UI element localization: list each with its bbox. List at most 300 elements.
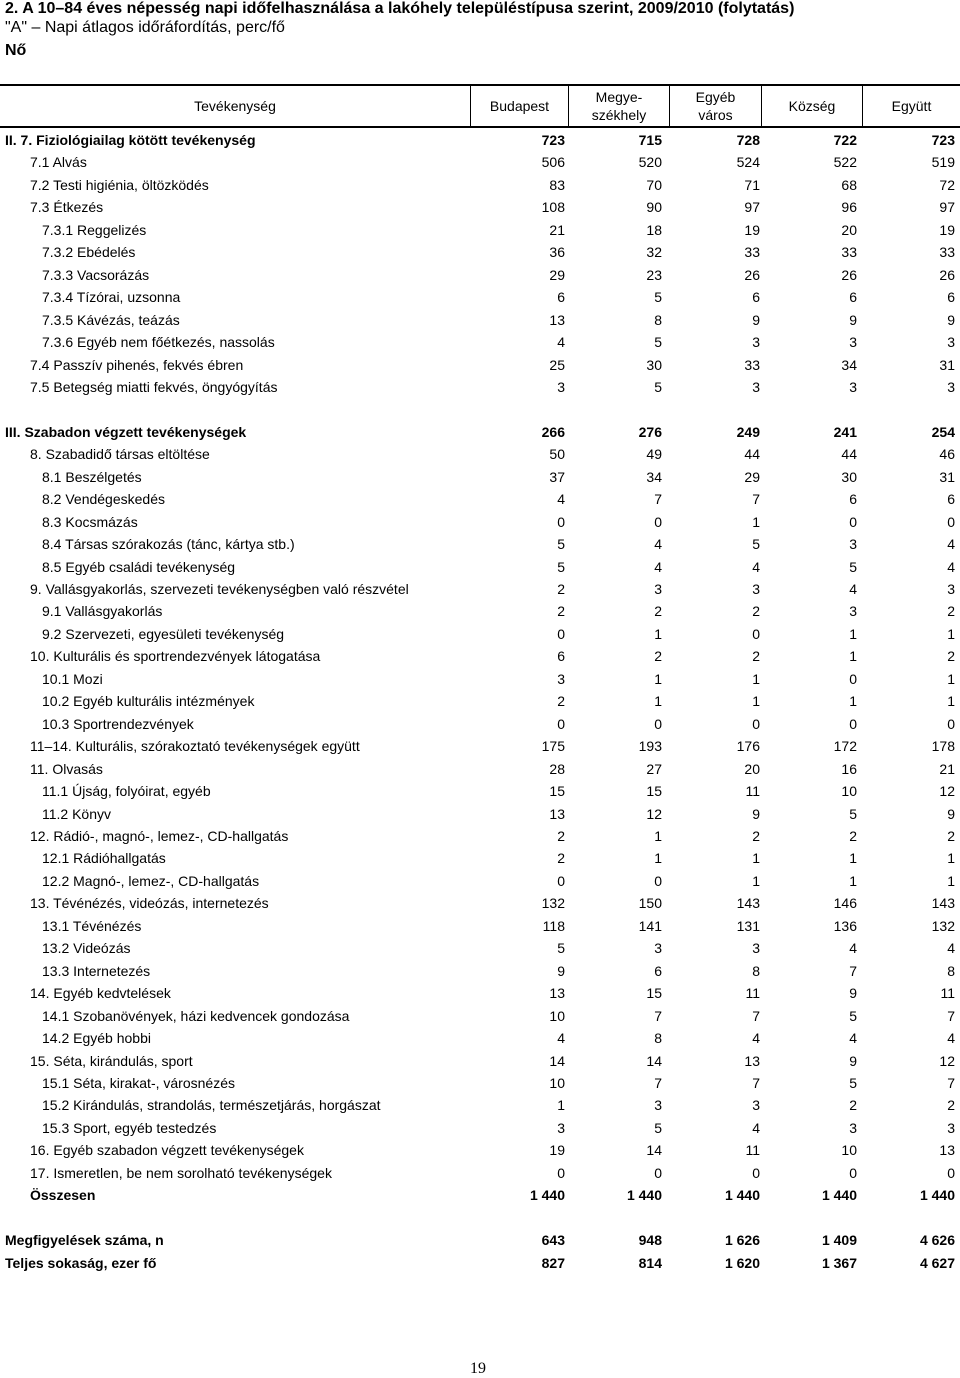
row-value: 2 xyxy=(654,603,662,620)
table-row xyxy=(0,960,960,982)
row-value: 1 xyxy=(654,693,662,710)
row-value: 2 xyxy=(654,648,662,665)
row-value: 11 xyxy=(745,783,760,800)
row-value: 4 xyxy=(557,1030,565,1046)
row-value: 50 xyxy=(549,446,565,463)
row-value: 0 xyxy=(654,513,662,530)
row-value: 1 620 xyxy=(724,1254,760,1271)
row-value: 34 xyxy=(646,468,662,485)
row-label: 8.2 Vendégeskedés xyxy=(42,491,165,508)
row-value: 1 xyxy=(654,850,662,867)
row-value: 2 xyxy=(752,828,760,844)
table-sex-label: Nő xyxy=(5,42,27,59)
row-value: 49 xyxy=(646,446,662,463)
row-value: 948 xyxy=(638,1232,662,1249)
row-value: 20 xyxy=(841,221,857,238)
row-value: 71 xyxy=(744,176,760,193)
row-value: 146 xyxy=(833,895,857,912)
row-value: 16 xyxy=(841,760,857,777)
row-value: 3 xyxy=(752,940,760,957)
row-label: 8.4 Társas szórakozás (tánc, kártya stb.) xyxy=(42,536,295,553)
row-value: 1 367 xyxy=(821,1254,857,1271)
row-value: 178 xyxy=(931,738,955,755)
table-row xyxy=(0,533,960,555)
row-label: 13.1 Tévénézés xyxy=(42,917,142,934)
row-value: 3 xyxy=(849,536,857,553)
row-value: 2 xyxy=(752,648,760,665)
row-value: 37 xyxy=(549,468,565,485)
row-value: 132 xyxy=(541,895,565,912)
row-value: 6 xyxy=(557,289,565,306)
row-value: 1 xyxy=(752,693,760,710)
row-value: 2 xyxy=(557,693,565,710)
row-value: 0 xyxy=(557,715,565,732)
row-value: 814 xyxy=(638,1254,662,1271)
row-value: 30 xyxy=(841,468,857,485)
row-value: 3 xyxy=(849,378,857,395)
row-value: 0 xyxy=(557,513,565,530)
row-value: 10 xyxy=(841,783,857,800)
row-value: 32 xyxy=(646,244,662,261)
row-label: 10.3 Sportrendezvények xyxy=(42,715,194,732)
row-value: 1 440 xyxy=(724,1187,760,1204)
row-value: 266 xyxy=(541,423,565,440)
row-value: 4 xyxy=(947,536,955,553)
row-value: 26 xyxy=(841,266,857,283)
table-subtitle: "A" – Napi átlagos időráfordítás, perc/fő xyxy=(5,19,285,36)
row-value: 1 xyxy=(654,625,662,642)
row-value: 4 xyxy=(557,334,565,350)
row-value: 68 xyxy=(841,176,857,193)
table-row xyxy=(0,1072,960,1094)
row-value: 5 xyxy=(557,940,565,957)
row-value: 1 xyxy=(557,1097,565,1114)
row-label: 7.3.5 Kávézás, teázás xyxy=(42,311,180,328)
row-value: 3 xyxy=(947,581,955,597)
row-label: 10.1 Mozi xyxy=(42,670,103,687)
table-title: 2. A 10–84 éves népesség napi időfelhasználása a lakóhely településtípusa szerint, 2009/2010 (folytatás) xyxy=(5,0,795,17)
row-value: 21 xyxy=(939,760,955,777)
row-value: 13 xyxy=(549,805,565,822)
table-row xyxy=(0,1229,960,1251)
row-value: 1 xyxy=(752,513,760,530)
row-value: 97 xyxy=(939,199,955,216)
row-label: II. 7. Fiziológiailag kötött tevékenység xyxy=(5,132,256,148)
row-label: 15.3 Sport, egyéb testedzés xyxy=(42,1119,217,1136)
row-value: 1 xyxy=(849,872,857,889)
row-value: 1 xyxy=(849,850,857,867)
table-row xyxy=(0,780,960,802)
row-value: 36 xyxy=(549,244,565,261)
row-value: 0 xyxy=(849,1164,857,1181)
row-value: 9 xyxy=(947,805,955,822)
row-value: 29 xyxy=(744,468,760,485)
row-value: 30 xyxy=(646,356,662,373)
row-value: 0 xyxy=(947,715,955,732)
row-value: 1 xyxy=(947,693,955,710)
row-value: 4 xyxy=(654,536,662,553)
row-label: 11.1 Újság, folyóirat, egyéb xyxy=(42,783,211,800)
row-value: 1 xyxy=(752,872,760,889)
table-row xyxy=(0,870,960,892)
row-value: 723 xyxy=(931,132,955,148)
row-value: 3 xyxy=(947,378,955,395)
row-value: 2 xyxy=(849,1097,857,1114)
row-value: 14 xyxy=(549,1052,565,1069)
row-value: 9 xyxy=(849,311,857,328)
table-row xyxy=(0,982,960,1004)
table-row xyxy=(0,331,960,353)
row-value: 2 xyxy=(557,603,565,620)
row-value: 10 xyxy=(549,1074,565,1091)
page-number: 19 xyxy=(470,1360,486,1377)
row-value: 2 xyxy=(557,581,565,597)
table-row xyxy=(0,421,960,443)
row-label: 11.2 Könyv xyxy=(42,805,112,822)
row-value: 241 xyxy=(833,423,857,440)
row-value: 2 xyxy=(557,850,565,867)
row-value: 11 xyxy=(745,1142,760,1159)
row-value: 722 xyxy=(833,132,857,148)
row-value: 1 xyxy=(654,670,662,687)
row-value: 0 xyxy=(557,872,565,889)
table-row xyxy=(0,129,960,151)
row-label: 7.3.2 Ebédelés xyxy=(42,244,136,261)
row-value: 31 xyxy=(939,356,955,373)
row-value: 8 xyxy=(654,1030,662,1046)
row-value: 11 xyxy=(745,985,760,1002)
row-value: 9 xyxy=(849,985,857,1002)
row-value: 19 xyxy=(744,221,760,238)
row-value: 254 xyxy=(931,423,955,440)
row-value: 33 xyxy=(939,244,955,261)
row-value: 175 xyxy=(541,738,565,755)
row-label: 15.1 Séta, kirakat-, városnézés xyxy=(42,1074,235,1091)
header-egyutt: Együtt xyxy=(891,98,932,114)
row-value: 0 xyxy=(654,1164,662,1181)
row-value: 26 xyxy=(744,266,760,283)
row-value: 33 xyxy=(744,244,760,261)
row-value: 8 xyxy=(752,962,760,979)
row-value: 6 xyxy=(752,289,760,306)
row-label: 9. Vallásgyakorlás, szervezeti tevékenységben való részvétel xyxy=(30,581,409,597)
table-row xyxy=(0,1252,960,1274)
row-value: 6 xyxy=(654,962,662,979)
row-value: 4 xyxy=(752,1030,760,1046)
header-megyeszekhely: Megye- székhely xyxy=(591,89,647,123)
row-value: 97 xyxy=(744,199,760,216)
row-value: 5 xyxy=(752,536,760,553)
row-value: 27 xyxy=(646,760,662,777)
row-label: 13.2 Videózás xyxy=(42,940,131,957)
row-value: 3 xyxy=(557,1119,565,1136)
row-value: 3 xyxy=(947,334,955,350)
row-label: 12. Rádió-, magnó-, lemez-, CD-hallgatás xyxy=(30,828,289,844)
row-value: 131 xyxy=(736,917,760,934)
row-value: 3 xyxy=(557,670,565,687)
row-value: 33 xyxy=(841,244,857,261)
row-value: 276 xyxy=(638,423,662,440)
table-row xyxy=(0,645,960,667)
row-value: 90 xyxy=(646,199,662,216)
row-value: 10 xyxy=(549,1007,565,1024)
row-value: 5 xyxy=(557,536,565,553)
table-row xyxy=(0,1162,960,1184)
row-value: 4 xyxy=(557,491,565,508)
table-row xyxy=(0,219,960,241)
row-value: 10 xyxy=(841,1142,857,1159)
row-value: 2 xyxy=(947,648,955,665)
table-header xyxy=(0,84,960,128)
row-value: 2 xyxy=(947,828,955,844)
row-value: 2 xyxy=(849,828,857,844)
row-value: 519 xyxy=(931,154,955,171)
row-value: 0 xyxy=(752,625,760,642)
row-value: 4 xyxy=(654,558,662,575)
table-row xyxy=(0,600,960,622)
row-value: 1 440 xyxy=(919,1187,955,1204)
row-value: 11 xyxy=(940,985,955,1002)
table-row xyxy=(0,241,960,263)
row-value: 3 xyxy=(752,581,760,597)
row-value: 728 xyxy=(736,132,760,148)
table-row xyxy=(0,196,960,218)
row-label: 14.1 Szobanövények, házi kedvencek gondozása xyxy=(42,1007,350,1024)
row-value: 1 440 xyxy=(821,1187,857,1204)
row-value: 6 xyxy=(947,289,955,306)
row-value: 0 xyxy=(557,1164,565,1181)
table-row xyxy=(0,847,960,869)
row-label: III. Szabadon végzett tevékenységek xyxy=(5,423,247,440)
row-value: 3 xyxy=(557,378,565,395)
row-value: 1 xyxy=(947,850,955,867)
row-value: 25 xyxy=(549,356,565,373)
row-value: 4 xyxy=(947,1030,955,1046)
row-value: 3 xyxy=(849,334,857,350)
row-value: 0 xyxy=(849,670,857,687)
row-value: 21 xyxy=(549,221,565,238)
row-value: 6 xyxy=(557,648,565,665)
row-value: 3 xyxy=(654,1097,662,1114)
row-label: 16. Egyéb szabadon végzett tevékenységek xyxy=(30,1142,304,1159)
row-value: 96 xyxy=(841,199,857,216)
row-value: 0 xyxy=(557,625,565,642)
row-value: 5 xyxy=(557,558,565,575)
table-row xyxy=(0,825,960,847)
row-value: 4 xyxy=(947,558,955,575)
header-kozseg: Község xyxy=(788,98,836,114)
table-row xyxy=(0,151,960,173)
row-value: 15 xyxy=(646,783,662,800)
row-value: 1 xyxy=(752,850,760,867)
row-value: 13 xyxy=(549,985,565,1002)
row-value: 26 xyxy=(939,266,955,283)
row-value: 15 xyxy=(549,783,565,800)
row-label: 11–14. Kulturális, szórakoztató tevékenységek együtt xyxy=(30,738,360,755)
table-row xyxy=(0,174,960,196)
row-value: 2 xyxy=(947,1097,955,1114)
row-value: 13 xyxy=(744,1052,760,1069)
row-value: 8 xyxy=(947,962,955,979)
table-row xyxy=(0,1184,960,1206)
row-value: 0 xyxy=(654,715,662,732)
row-label: 14.2 Egyéb hobbi xyxy=(42,1030,151,1046)
row-value: 33 xyxy=(744,356,760,373)
row-value: 34 xyxy=(841,356,857,373)
row-label: 8.3 Kocsmázás xyxy=(42,513,138,530)
row-value: 2 xyxy=(947,603,955,620)
row-value: 1 xyxy=(849,648,857,665)
row-value: 12 xyxy=(646,805,662,822)
row-value: 5 xyxy=(849,558,857,575)
row-value: 4 xyxy=(947,940,955,957)
row-value: 0 xyxy=(752,715,760,732)
row-value: 5 xyxy=(849,1007,857,1024)
row-value: 522 xyxy=(833,154,857,171)
table-row xyxy=(0,556,960,578)
row-value: 31 xyxy=(939,468,955,485)
row-value: 5 xyxy=(654,378,662,395)
row-label: 13. Tévénézés, videózás, internetezés xyxy=(30,895,269,912)
row-value: 1 626 xyxy=(724,1232,760,1249)
row-label: 9.2 Szervezeti, egyesületi tevékenység xyxy=(42,625,285,642)
row-label: 17. Ismeretlen, be nem sorolható tevékenységek xyxy=(30,1164,332,1181)
header-budapest: Budapest xyxy=(489,98,550,114)
row-value: 7 xyxy=(947,1007,955,1024)
row-value: 3 xyxy=(752,378,760,395)
row-label: 7.1 Alvás xyxy=(30,154,87,171)
row-value: 6 xyxy=(849,289,857,306)
row-value: 19 xyxy=(549,1142,565,1159)
row-value: 643 xyxy=(541,1232,565,1249)
row-value: 9 xyxy=(752,805,760,822)
table-row xyxy=(0,937,960,959)
row-value: 3 xyxy=(654,940,662,957)
row-label: 7.2 Testi higiénia, öltözködés xyxy=(30,176,209,193)
row-value: 6 xyxy=(849,491,857,508)
row-value: 7 xyxy=(752,1074,760,1091)
row-value: 506 xyxy=(541,154,565,171)
row-value: 20 xyxy=(744,760,760,777)
row-value: 7 xyxy=(752,491,760,508)
row-label: Teljes sokaság, ezer fő xyxy=(5,1254,157,1271)
row-value: 9 xyxy=(557,962,565,979)
row-value: 1 440 xyxy=(529,1187,565,1204)
row-value: 4 xyxy=(849,581,857,597)
row-label: 12.1 Rádióhallgatás xyxy=(42,850,166,867)
row-value: 0 xyxy=(947,513,955,530)
table-row xyxy=(0,286,960,308)
table-row xyxy=(0,376,960,398)
table-row xyxy=(0,511,960,533)
table-row xyxy=(0,690,960,712)
row-label: 7.5 Betegség miatti fekvés, öngyógyítás xyxy=(30,378,278,395)
row-label: 13.3 Internetezés xyxy=(42,962,151,979)
table-row xyxy=(0,466,960,488)
row-value: 136 xyxy=(833,917,857,934)
table-row xyxy=(0,623,960,645)
row-value: 23 xyxy=(646,266,662,283)
row-value: 4 xyxy=(752,1119,760,1136)
row-label: 15.2 Kirándulás, strandolás, természetjárás, horgászat xyxy=(42,1097,381,1114)
row-value: 9 xyxy=(849,1052,857,1069)
row-value: 108 xyxy=(541,199,565,216)
row-value: 7 xyxy=(654,1007,662,1024)
row-value: 5 xyxy=(849,1074,857,1091)
table-row xyxy=(0,892,960,914)
row-value: 143 xyxy=(931,895,955,912)
row-value: 9 xyxy=(947,311,955,328)
row-label: Összesen xyxy=(30,1187,96,1204)
table-row xyxy=(0,578,960,600)
row-label: 7.4 Passzív pihenés, fekvés ébren xyxy=(30,356,244,373)
row-value: 83 xyxy=(549,176,565,193)
row-label: 9.1 Vallásgyakorlás xyxy=(42,603,163,620)
row-value: 524 xyxy=(736,154,760,171)
row-label: 10.2 Egyéb kulturális intézmények xyxy=(42,693,255,710)
table-row xyxy=(0,668,960,690)
table-row xyxy=(0,354,960,376)
table-row xyxy=(0,309,960,331)
row-value: 19 xyxy=(939,221,955,238)
row-label: 14. Egyéb kedvtelések xyxy=(30,985,171,1002)
table-row xyxy=(0,915,960,937)
row-label: 12.2 Magnó-, lemez-, CD-hallgatás xyxy=(42,872,260,889)
row-value: 1 xyxy=(947,872,955,889)
row-label: 7.3.3 Vacsorázás xyxy=(42,266,150,283)
table-row xyxy=(0,758,960,780)
row-value: 28 xyxy=(549,760,565,777)
row-label: 7.3.4 Tízórai, uzsonna xyxy=(42,289,181,306)
row-value: 8 xyxy=(654,311,662,328)
row-value: 1 xyxy=(752,670,760,687)
row-value: 70 xyxy=(646,176,662,193)
row-value: 520 xyxy=(638,154,662,171)
row-value: 723 xyxy=(541,132,565,148)
row-value: 5 xyxy=(654,289,662,306)
table-row xyxy=(0,1094,960,1116)
row-value: 4 xyxy=(849,940,857,957)
row-value: 7 xyxy=(947,1074,955,1091)
row-value: 72 xyxy=(939,176,955,193)
row-label: 7.3.1 Reggelizés xyxy=(42,221,147,238)
row-value: 44 xyxy=(841,446,857,463)
row-label: 15. Séta, kirándulás, sport xyxy=(30,1052,193,1069)
row-value: 4 xyxy=(752,558,760,575)
table-row xyxy=(0,1117,960,1139)
row-value: 0 xyxy=(654,872,662,889)
row-label: 8.1 Beszélgetés xyxy=(42,468,142,485)
row-value: 12 xyxy=(939,1052,955,1069)
row-value: 7 xyxy=(752,1007,760,1024)
row-value: 12 xyxy=(939,783,955,800)
row-value: 193 xyxy=(638,738,662,755)
table-row xyxy=(0,735,960,757)
row-value: 1 xyxy=(947,670,955,687)
row-value: 1 409 xyxy=(821,1232,857,1249)
row-value: 18 xyxy=(646,221,662,238)
row-value: 1 xyxy=(947,625,955,642)
row-value: 0 xyxy=(849,513,857,530)
row-label: 11. Olvasás xyxy=(30,760,103,777)
row-value: 13 xyxy=(939,1142,955,1159)
table-row xyxy=(0,488,960,510)
row-label: Megfigyelések száma, n xyxy=(5,1232,164,1249)
row-value: 46 xyxy=(939,446,955,463)
row-value: 249 xyxy=(736,423,760,440)
row-value: 2 xyxy=(752,603,760,620)
row-value: 4 xyxy=(849,1030,857,1046)
